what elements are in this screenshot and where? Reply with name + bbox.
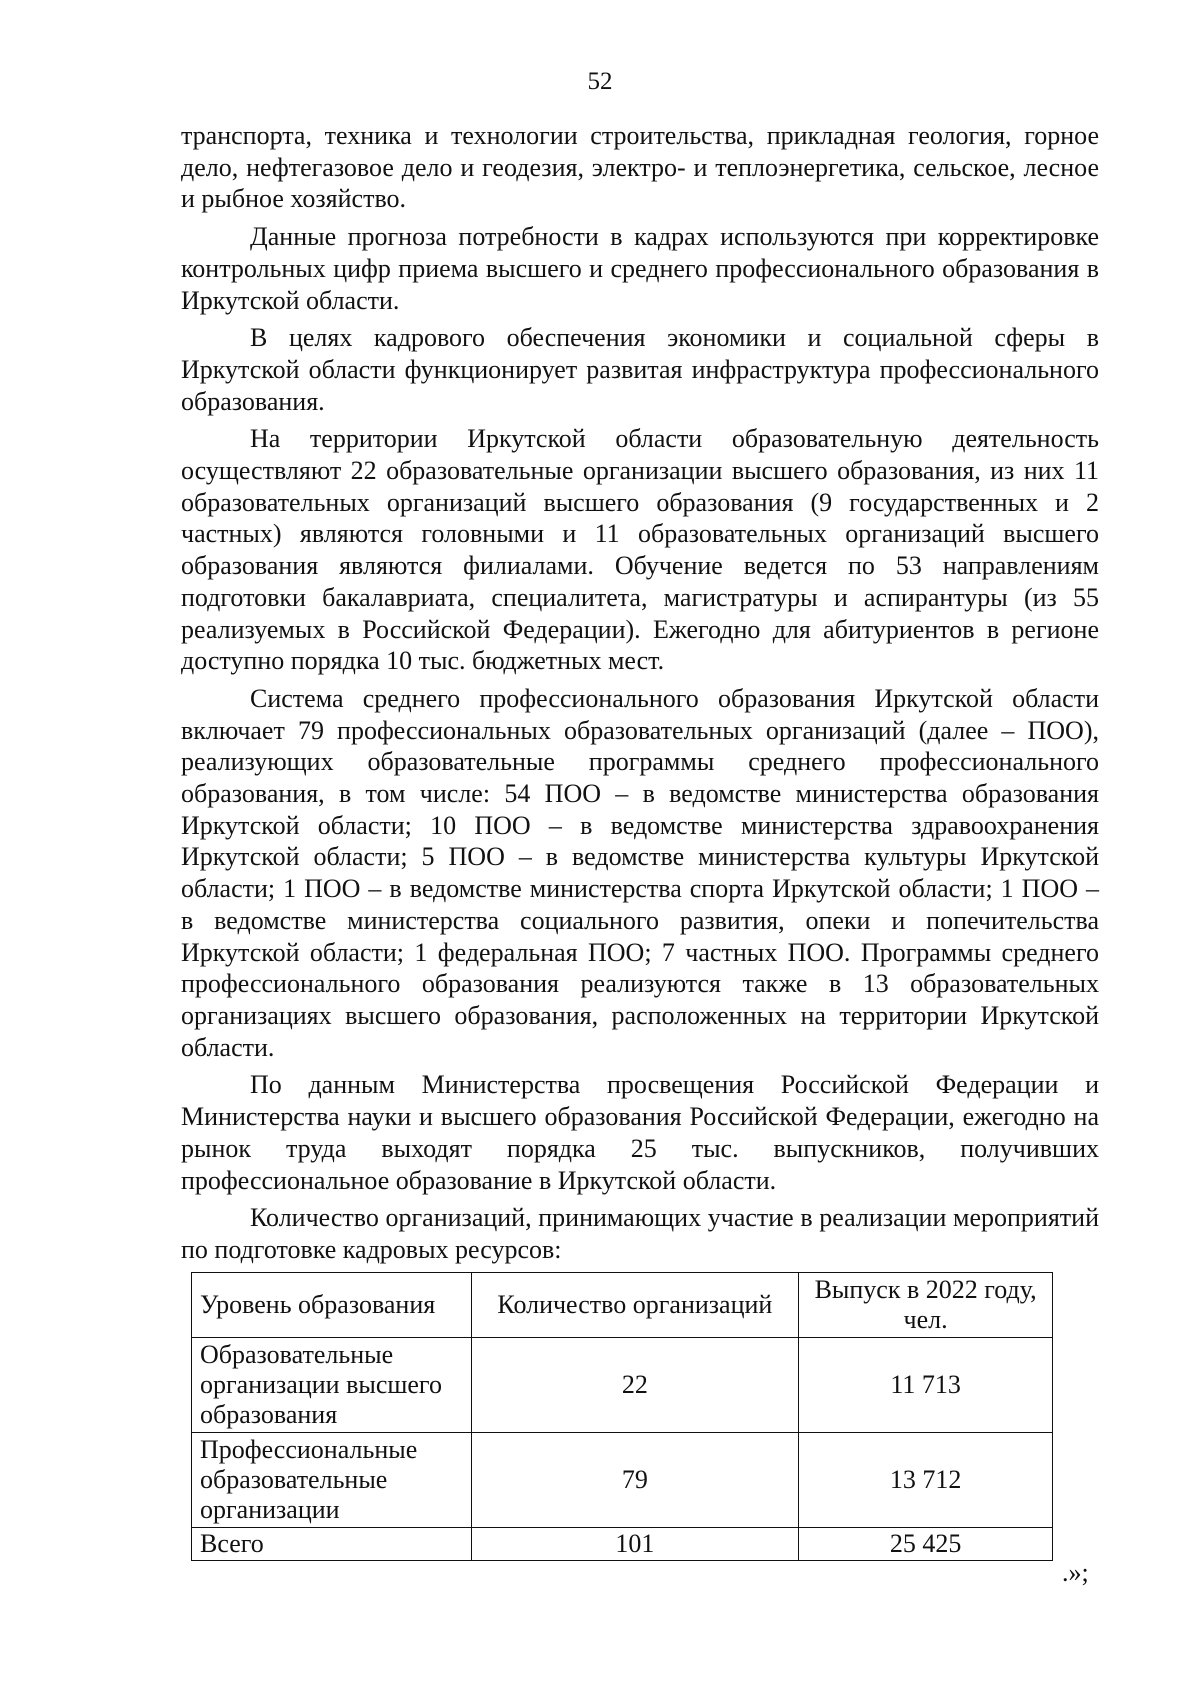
header-organization-count: Количество организаций <box>471 1273 799 1338</box>
table-row <box>192 1433 1053 1528</box>
cell-total-graduates: 25 425 <box>799 1528 1053 1561</box>
cell-organization-count: 22 <box>471 1338 799 1433</box>
table-row <box>192 1338 1053 1433</box>
header-graduates-2022: Выпуск в 2022 году, чел. <box>799 1273 1053 1338</box>
paragraph: Данные прогноза потребности в кадрах используются при корректировке контрольных цифр приема высшего и среднего профессионального образования в Иркутской области. <box>181 222 1099 315</box>
body-text <box>181 120 1099 1272</box>
organizations-table <box>191 1272 1053 1561</box>
table-header-row <box>192 1273 1053 1338</box>
page-number: 52 <box>587 68 613 95</box>
cell-total-count: 101 <box>471 1528 799 1561</box>
paragraph: Система среднего профессионального образования Иркутской области включает 79 профессиональных образовательных организаций (далее – ПОО), реализующих образовательные программы среднего профессионального образования, в том числе: 54 ПОО – в ведомстве министерства образования Иркутской области; 10 ПОО – в ведомстве министерства здравоохранения Иркутской области; 5 ПОО – в ведомстве министерства культуры Иркутской области; 1 ПОО – в ведомстве министерства спорта Иркутской области; 1 ПОО – в ведомстве министерства социального развития, опеки и попечительства Иркутской области; 1 федеральная ПОО; 7 частных ПОО. Программы среднего профессионального образования реализуются также в 13 образовательных организациях высшего образования, расположенных на территории Иркутской области. <box>181 683 1099 1062</box>
cell-graduates: 13 712 <box>799 1433 1053 1528</box>
header-education-level: Уровень образования <box>192 1273 472 1338</box>
cell-graduates: 11 713 <box>799 1338 1053 1433</box>
table-container <box>191 1272 1151 1561</box>
cell-organization-count: 79 <box>471 1433 799 1528</box>
closing-quote-mark: .»; <box>1062 1558 1089 1587</box>
table-total-row <box>192 1528 1053 1561</box>
cell-education-level: Профессиональные образовательные организации <box>192 1433 472 1528</box>
paragraph: По данным Министерства просвещения Российской Федерации и Министерства науки и высшего образования Российской Федерации, ежегодно на рынок труда выходят порядка 25 тыс. выпускников, получивших профессиональное образование в Иркутской области. <box>181 1070 1099 1195</box>
paragraph: На территории Иркутской области образовательную деятельность осуществляют 22 образовательные организации высшего образования, из них 11 образовательных организаций высшего образования (9 государственных и 2 частных) являются головными и 11 образовательных организаций высшего образования являются филиалами. Обучение ведется по 53 направлениям подготовки бакалавриата, специалитета, магистратуры и аспирантуры (из 55 реализуемых в Российской Федерации). Ежегодно для абитуриентов в регионе доступно порядка 10 тыс. бюджетных мест. <box>181 424 1099 676</box>
paragraph: транспорта, техника и технологии строительства, прикладная геология, горное дело, нефтегазовое дело и геодезия, электро- и теплоэнергетика, сельское, лесное и рыбное хозяйство. <box>181 121 1099 214</box>
paragraph: Количество организаций, принимающих участие в реализации мероприятий по подготовке кадровых ресурсов: <box>181 1203 1099 1264</box>
paragraph: В целях кадрового обеспечения экономики и социальной сферы в Иркутской области функционирует развитая инфраструктура профессионального образования. <box>181 323 1099 416</box>
cell-total-label: Всего <box>192 1528 472 1561</box>
cell-education-level: Образовательные организации высшего образования <box>192 1338 472 1433</box>
